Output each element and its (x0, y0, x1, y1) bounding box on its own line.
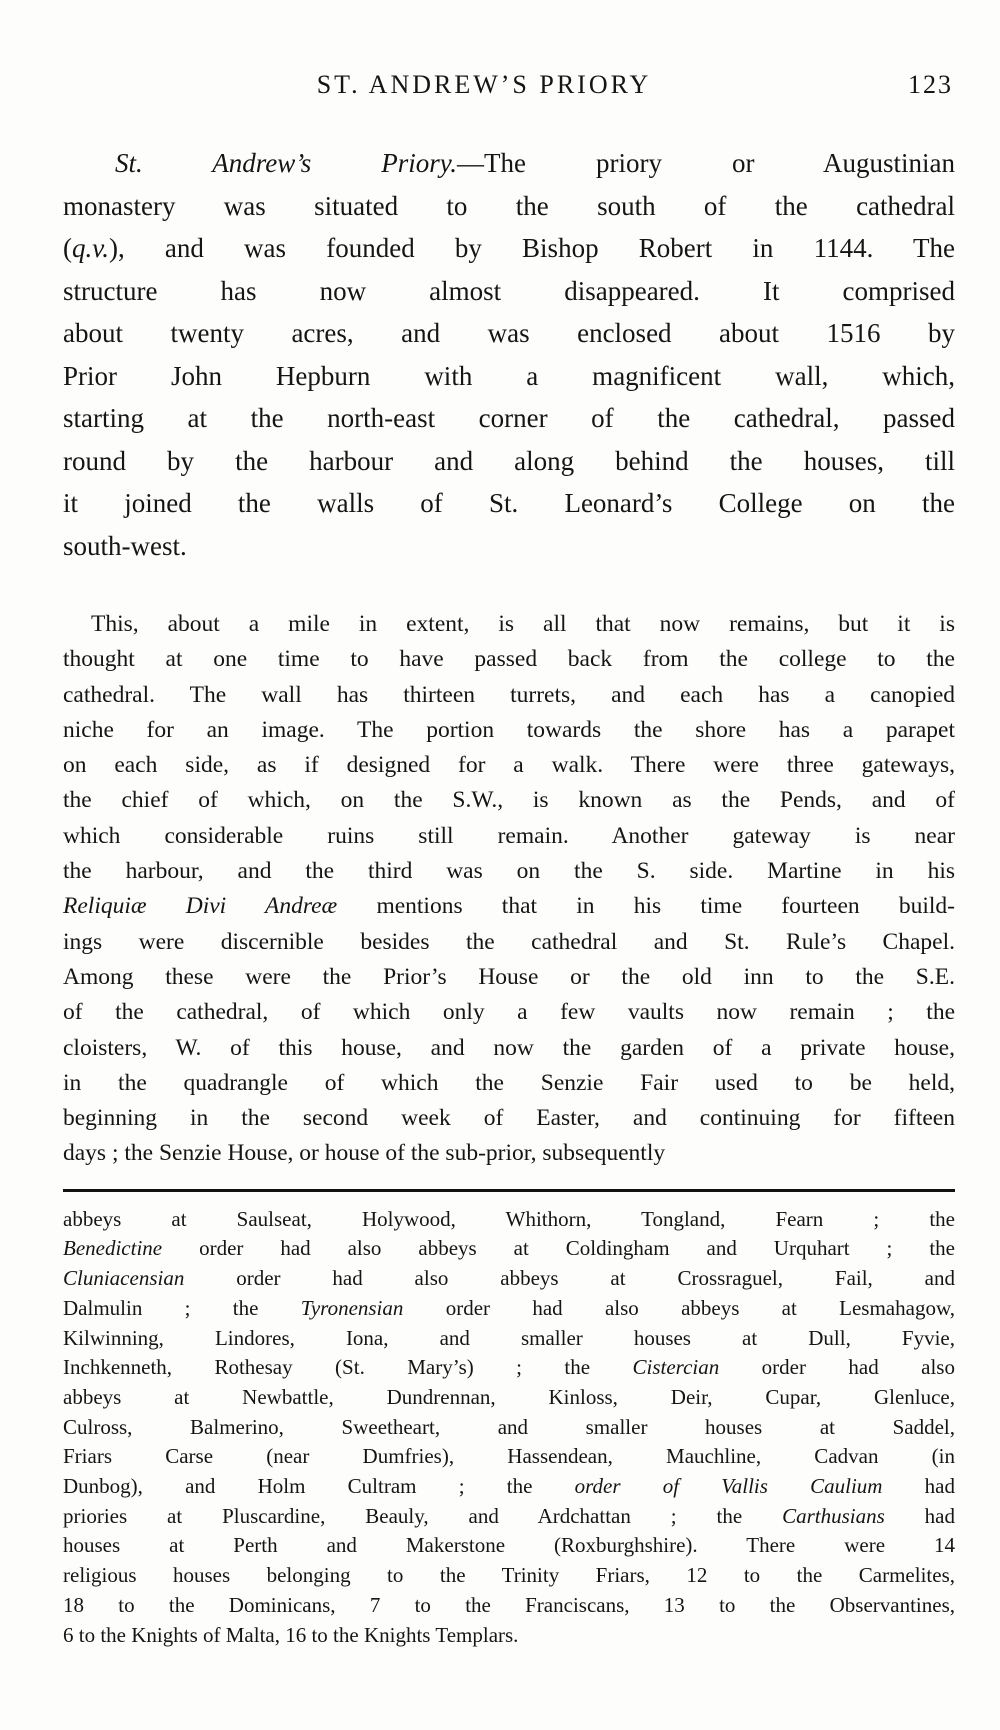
footnote-divider (63, 1189, 955, 1192)
page-header (63, 70, 955, 104)
text-line: ings were discernible besides the cathedral and St. Rule’s Chapel. (63, 928, 955, 955)
text-line: Cluniacensian order had also abbeys at Crossraguel, Fail, and (63, 1266, 955, 1291)
text-line: Prior John Hepburn with a magnificent wall, which, (63, 360, 955, 391)
text-line: Reliquiæ Divi Andreæ mentions that in his time fourteen build- (63, 893, 955, 920)
text-line: Dunbog), and Holm Cultram ; the order of Vallis Caulium had (63, 1474, 955, 1499)
text-line: 6 to the Knights of Malta, 16 to the Knights Templars. (63, 1622, 519, 1647)
text-line: it joined the walls of St. Leonard’s College on the (63, 488, 955, 518)
paragraph-description (63, 607, 955, 1172)
text-line: which considerable ruins still remain. Another gateway is near (63, 822, 955, 849)
text-line: in the quadrangle of which the Senzie Fair used to be held, (63, 1069, 955, 1096)
text-line: religious houses belonging to the Trinity Friars, 12 to the Carmelites, (63, 1563, 955, 1588)
text-line: Dalmulin ; the Tyronensian order had also abbeys at Lesmahagow, (63, 1295, 955, 1320)
text-line: starting at the north-east corner of the cathedral, passed (63, 403, 955, 433)
footnote (63, 1205, 955, 1651)
page-number: 123 (908, 70, 953, 99)
text-line: Kilwinning, Lindores, Iona, and smaller houses at Dull, Fyvie, (63, 1325, 955, 1350)
text-line: of the cathedral, of which only a few vaults now remain ; the (63, 999, 955, 1026)
text-line: abbeys at Newbattle, Dundrennan, Kinloss, Deir, Cupar, Glenluce, (63, 1384, 955, 1409)
text-line: Inchkenneth, Rothesay (St. Mary’s) ; the Cistercian order had also (63, 1355, 955, 1380)
text-line: St. Andrew’s Priory.—The priory or Augustinian (115, 148, 955, 178)
text-line: Culross, Balmerino, Sweetheart, and smaller houses at Saddel, (63, 1414, 955, 1439)
text-line: Benedictine order had also abbeys at Coldingham and Urquhart ; the (63, 1236, 955, 1261)
text-line: 18 to the Dominicans, 7 to the Franciscans, 13 to the Observantines, (63, 1592, 955, 1617)
text-line: beginning in the second week of Easter, and continuing for fifteen (63, 1105, 955, 1132)
text-line: round by the harbour and along behind the houses, till (63, 445, 955, 476)
text-line: niche for an image. The portion towards the shore has a parapet (63, 716, 955, 743)
text-line: monastery was situated to the south of the cathedral (63, 190, 955, 221)
text-line: cloisters, W. of this house, and now the garden of a private house, (63, 1034, 955, 1061)
text-line: Among these were the Prior’s House or the old inn to the S.E. (63, 963, 955, 990)
text-line: south-west. (63, 530, 187, 561)
text-line: This, about a mile in extent, is all that now remains, but it is (91, 611, 955, 637)
text-line: structure has now almost disappeared. It comprised (63, 275, 955, 306)
text-line: thought at one time to have passed back from the college to the (63, 646, 955, 673)
text-line: about twenty acres, and was enclosed about 1516 by (63, 318, 955, 348)
text-line: the chief of which, on the S.W., is known as the Pends, and of (63, 787, 955, 814)
text-line: abbeys at Saulseat, Holywood, Whithorn, Tongland, Fearn ; the (63, 1206, 955, 1231)
text-line: Friars Carse (near Dumfries), Hassendean, Mauchline, Cadvan (in (63, 1444, 955, 1469)
text-line: days ; the Senzie House, or house of the sub-prior, subsequently (63, 1140, 666, 1167)
text-line: the harbour, and the third was on the S. side. Martine in his (63, 858, 955, 885)
text-line: on each side, as if designed for a walk. There were three gateways, (63, 752, 955, 779)
text-line: priories at Pluscardine, Beauly, and Ardchattan ; the Carthusians had (63, 1503, 956, 1528)
paragraph-intro (63, 142, 955, 567)
text-line: houses at Perth and Makerstone (Roxburghshire). There were 14 (63, 1533, 955, 1558)
running-title: ST. ANDREW’S PRIORY (316, 70, 652, 99)
text-line: cathedral. The wall has thirteen turrets, and each has a canopied (63, 681, 955, 708)
text-line: (q.v.), and was founded by Bishop Robert in 1144. The (63, 233, 955, 263)
